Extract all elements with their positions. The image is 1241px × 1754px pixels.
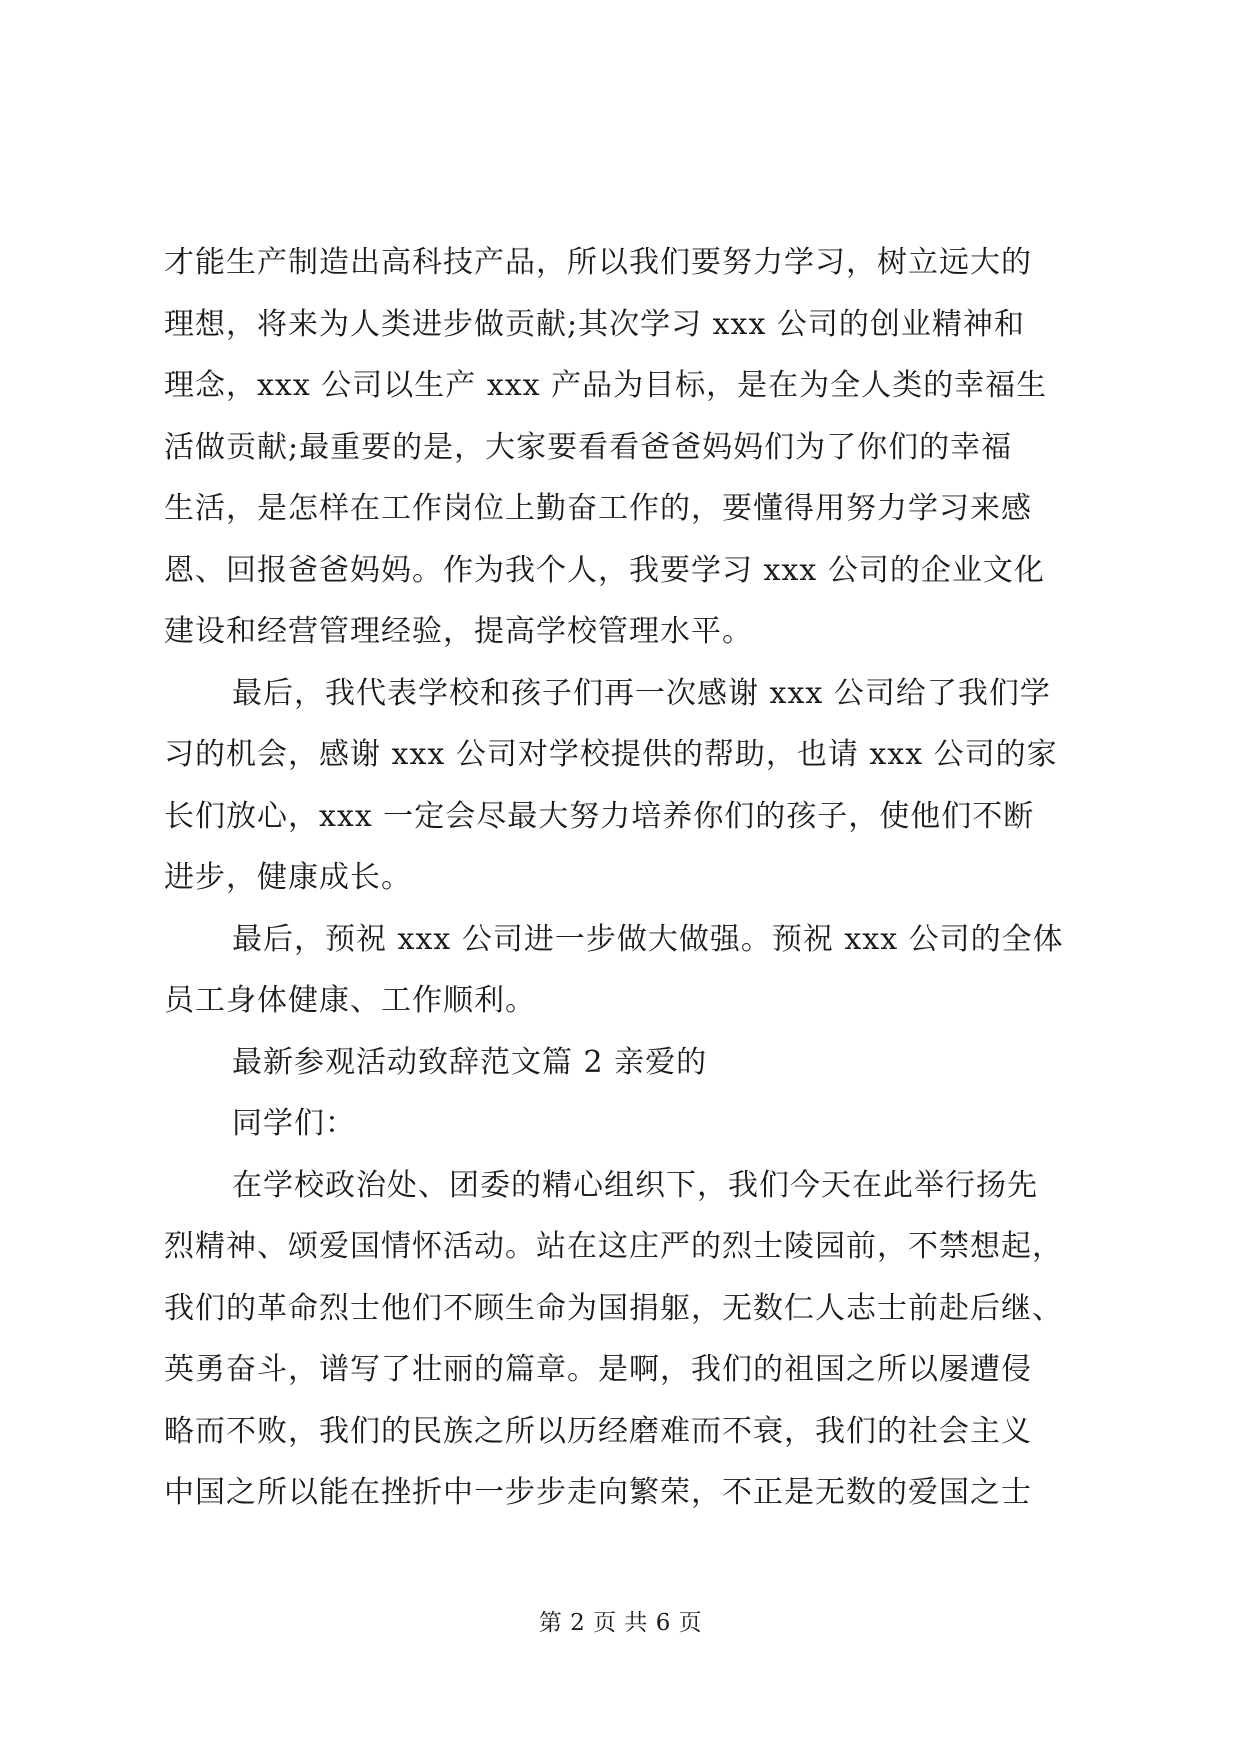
paragraph-start-line: 在学校政治处、团委的精心组织下，我们今天在此举行扬先: [232, 1167, 1038, 1203]
text-line: 英勇奋斗，谱写了壮丽的篇章。是啊，我们的祖国之所以屡遭侵: [164, 1352, 1032, 1387]
document-body: [164, 232, 1084, 1524]
paragraph-start-line: 最后，我代表学校和孩子们再一次感谢 xxx 公司给了我们学: [232, 675, 1051, 711]
section-heading: 最新参观活动致辞范文篇 2 亲爱的: [232, 1044, 708, 1080]
text-line: 进步，健康成长。: [164, 860, 412, 895]
text-line: 建设和经营管理经验，提高学校管理水平。: [164, 614, 753, 649]
text-line: 略而不败，我们的民族之所以历经磨难而不衰，我们的社会主义: [164, 1413, 1032, 1449]
paragraph-start-line: 最后，预祝 xxx 公司进一步做大做强。预祝 xxx 公司的全体: [232, 921, 1064, 957]
text-line: 才能生产制造出高科技产品，所以我们要努力学习，树立远大的: [164, 245, 1032, 280]
text-line: 长们放心，xxx 一定会尽最大努力培养你们的孩子，使他们不断: [164, 798, 1035, 834]
page-number-footer: 第 2 页 共 6 页: [538, 1610, 703, 1636]
text-line: 我们的革命烈士他们不顾生命为国捐躯，无数仁人志士前赴后继、: [164, 1290, 1063, 1326]
text-line: 中国之所以能在挫折中一步步走向繁荣，不正是无数的爱国之士: [164, 1475, 1032, 1510]
text-line: 烈精神、颂爱国情怀活动。站在这庄严的烈士陵园前，不禁想起，: [164, 1229, 1063, 1264]
text-line: 生活，是怎样在工作岗位上勤奋工作的，要懂得用努力学习来感: [164, 491, 1032, 526]
text-line: 理念，xxx 公司以生产 xxx 产品为目标，是在为全人类的幸福生: [164, 368, 1048, 403]
text-line: 习的机会，感谢 xxx 公司对学校提供的帮助，也请 xxx 公司的家: [164, 737, 1058, 772]
text-line: 理想，将来为人类进步做贡献;其次学习 xxx 公司的创业精神和: [164, 306, 1025, 342]
text-line: 恩、回报爸爸妈妈。作为我个人，我要学习 xxx 公司的企业文化: [164, 552, 1045, 588]
text-line: 活做贡献;最重要的是，大家要看看爸爸妈妈们为了你们的幸福: [164, 429, 1013, 465]
text-line: 员工身体健康、工作顺利。: [164, 983, 536, 1018]
salutation: 同学们：: [232, 1106, 356, 1141]
